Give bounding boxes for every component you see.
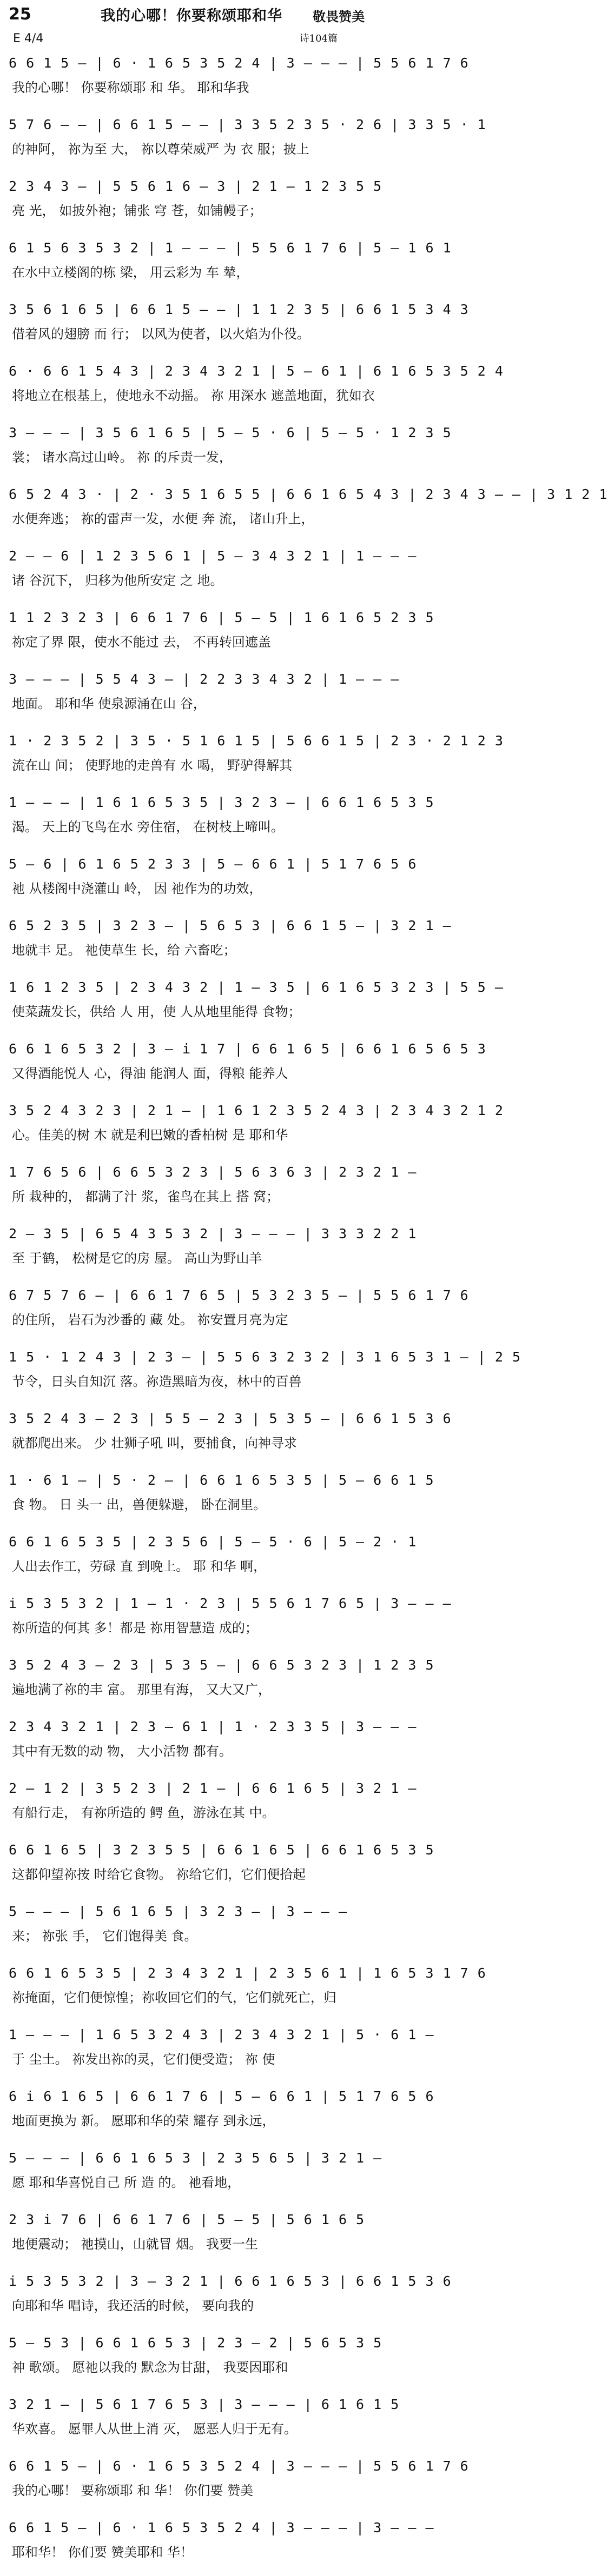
music-system — [9, 2330, 382, 2391]
notation-line: 3 5 6 1 6 5 | 6 6 1 5 – – | 1 1 2 3 5 | 6 6 1 5 3 4 3 — [9, 302, 469, 317]
notation-line: 1 · 6 1 – | 5 · 2 – | 6 6 1 6 5 3 5 | 5 – 6 6 1 5 — [9, 1472, 434, 1488]
lyrics-line: 在水中立楼阁的栋 梁， 用云彩为 车 辇， — [12, 265, 249, 280]
lyrics-line: 来； 祢张 手， 它们饱得美 食。 — [12, 1928, 197, 1944]
lyrics-line: 祂 从楼阁中浇灌山 岭， 因 祂作为的功效， — [12, 881, 262, 896]
notation-line: 2 3 4 3 2 1 | 2 3 – 6 1 | 1 · 2 3 3 5 | 3 – – – — [9, 1719, 417, 1734]
music-system — [9, 235, 452, 296]
notation-line: 5 – 6 | 6 1 6 5 2 3 3 | 5 – 6 6 1 | 5 1 7 6 5 6 — [9, 856, 417, 872]
hymn-category: 敬畏赞美 — [313, 9, 365, 24]
music-system — [9, 604, 434, 666]
notation-line: 6 6 1 6 5 | 3 2 3 5 5 | 6 6 1 6 5 | 6 6 1 6 5 3 5 — [9, 1842, 434, 1858]
lyrics-line: 地面。 耶和华 使泉源涌在山 谷， — [12, 696, 206, 711]
lyrics-line: 将地立在根基上，使地永不动摇。 祢 用深水 遮盖地面，犹如衣 — [12, 388, 375, 403]
music-system — [9, 2453, 469, 2514]
lyrics-line: 就都爬出来。 少 壮狮子吼 叫，要捕食，向神寻求 — [12, 1436, 297, 1451]
music-system — [9, 1898, 370, 1960]
lyrics-line: 渴。 天上的飞鸟在水 旁住宿， 在树枝上啼叫。 — [12, 819, 284, 835]
lyrics-line: 祢掩面，它们便惊惶；祢收回它们的气，它们就死亡，归 — [12, 1990, 336, 2005]
music-system — [9, 173, 382, 235]
music-system — [9, 1036, 486, 1097]
lyrics-line: 我的心哪！ 你要称颂耶 和 华。 耶和华我 — [12, 80, 249, 95]
lyrics-line: 其中有无数的动 物， 大小活物 都有。 — [12, 1744, 232, 1759]
notation-line: 1 · 2 3 5 2 | 3 5 · 5 1 6 1 5 | 5 6 6 1 5 | 2 3 · 2 1 2 3 — [9, 733, 504, 749]
music-system — [9, 1713, 417, 1775]
music-system — [9, 1282, 469, 1344]
lyrics-line: 神 歌颂。 愿祂以我的 默念为甘甜， 我要因耶和 — [12, 2360, 288, 2375]
notation-line: i 5 3 5 3 2 | 1 – 1 · 2 3 | 5 5 6 1 7 6 5 | 3 – – – — [9, 1596, 452, 1611]
notation-line: 2 3 4 3 – | 5 5 6 1 6 – 3 | 2 1 – 1 2 3 5 5 — [9, 178, 382, 194]
music-system — [9, 1097, 504, 1159]
key-signature: E 4/4 — [13, 32, 44, 45]
music-system — [9, 1837, 434, 1898]
music-system — [9, 50, 469, 111]
music-system — [9, 789, 434, 851]
lyrics-line: 人出去作工，劳碌 直 到晚上。 耶 和华 啊， — [12, 1559, 267, 1574]
hymn-number: 25 — [9, 5, 31, 24]
notation-line: 6 6 1 6 5 3 5 | 2 3 5 6 | 5 – 5 · 6 | 5 – 2 · 1 — [9, 1534, 417, 1550]
lyrics-line: 祢定了界 限，使水不能过 去， 不再转回遮盖 — [12, 635, 271, 650]
music-system — [9, 2268, 452, 2330]
notation-line: 6 5 2 4 3 · | 2 · 3 5 1 6 5 5 | 6 6 1 6 5 4 3 | 2 3 4 3 – – | 3 1 2 1 — [9, 486, 608, 502]
notation-line: 6 6 1 6 5 3 5 | 2 3 4 3 2 1 | 2 3 5 6 1 | 1 6 5 3 1 7 6 — [9, 1965, 486, 1981]
music-system — [9, 481, 608, 543]
lyrics-line: 华欢喜。 愿罪人从世上消 灭， 愿恶人归于无有。 — [12, 2421, 297, 2437]
music-system — [9, 1652, 434, 1713]
notation-line: 2 3 i 7 6 | 6 6 1 7 6 | 5 – 5 | 5 6 1 6 5 — [9, 2212, 365, 2227]
notation-line: 1 7 6 5 6 | 6 6 5 3 2 3 | 5 6 3 6 3 | 2 3 2 1 – — [9, 1164, 417, 1180]
lyrics-line: 借着风的翅膀 而 行； 以风为使者，以火焰为仆役。 — [12, 326, 310, 342]
lyrics-line: 祢所造的何其 多！都是 祢用智慧造 成的； — [12, 1620, 258, 1636]
music-system — [9, 543, 417, 604]
lyrics-line: 节令，日头自知沉 落。祢造黑暗为夜，林中的百兽 — [12, 1374, 302, 1389]
music-system — [9, 974, 504, 1036]
lyrics-line: 所 栽种的， 都满了汁 浆，雀鸟在其上 搭 窝； — [12, 1189, 280, 1204]
notation-line: 1 1 2 3 2 3 | 6 6 1 7 6 | 5 – 5 | 1 6 1 6 5 2 3 5 — [9, 610, 434, 625]
music-system — [9, 2391, 400, 2453]
notation-line: 3 5 2 4 3 2 3 | 2 1 – | 1 6 1 2 3 5 2 4 3 | 2 3 4 3 2 1 2 — [9, 1103, 504, 1118]
notation-line: 5 – 5 3 | 6 6 1 6 5 3 | 2 3 – 2 | 5 6 5 3 5 — [9, 2335, 382, 2351]
notation-line: 5 – – – | 5 6 1 6 5 | 3 2 3 – | 3 – – – — [9, 1904, 347, 1919]
lyrics-line: 诸 谷沉下， 归移为他所安定 之 地。 — [12, 573, 223, 588]
lyrics-line: 的住所， 岩石为沙番的 藏 处。 祢安置月亮为定 — [12, 1312, 288, 1327]
notation-line: 3 5 2 4 3 – 2 3 | 5 5 – 2 3 | 5 3 5 – | 6 6 1 5 3 6 — [9, 1411, 452, 1426]
music-system — [9, 2083, 434, 2145]
lyrics-line: 使菜蔬发长，供给 人 用，使 人从地里能得 食物； — [12, 1004, 301, 1019]
lyrics-line: 遍地满了祢的丰 富。 那里有海， 又大又广， — [12, 1682, 271, 1697]
notation-line: 3 – – – | 3 5 6 1 6 5 | 5 – 5 · 6 | 5 – 5 · 1 2 3 5 — [9, 425, 452, 441]
music-systems — [9, 50, 608, 2576]
lyrics-line: 向耶和华 唱诗，我还活的时候， 要向我的 — [12, 2298, 254, 2313]
music-system — [9, 1220, 417, 1282]
notation-line: 2 – – 6 | 1 2 3 5 6 1 | 5 – 3 4 3 2 1 | 1 – – – — [9, 548, 417, 564]
notation-line: 6 1 5 6 3 5 3 2 | 1 – – – | 5 5 6 1 7 6 | 5 – 1 6 1 — [9, 240, 452, 256]
notation-line: 1 – – – | 1 6 1 6 5 3 5 | 3 2 3 – | 6 6 1 6 5 3 5 — [9, 795, 434, 810]
lyrics-line: 至 于鹤， 松树是它的房 屋。 高山为野山羊 — [12, 1251, 262, 1266]
lyrics-line: 我的心哪！ 要称颂耶 和 华！ 你们要 赞美 — [12, 2483, 254, 2498]
music-system — [9, 419, 452, 481]
music-system — [9, 2021, 434, 2083]
lyrics-line: 地便震动； 祂摸山，山就冒 烟。 我要一生 — [12, 2237, 258, 2252]
notation-line: 5 – – – | 6 6 1 6 5 3 | 2 3 5 6 5 | 3 2 1 – — [9, 2150, 382, 2166]
notation-line: i 5 3 5 3 2 | 3 – 3 2 1 | 6 6 1 6 5 3 | 6 6 1 5 3 6 — [9, 2273, 452, 2289]
notation-line: 6 5 2 3 5 | 3 2 3 – | 5 6 5 3 | 6 6 1 5 – | 3 2 1 – — [9, 918, 452, 933]
notation-line: 6 7 5 7 6 – | 6 6 1 7 6 5 | 5 3 2 3 5 – | 5 5 6 1 7 6 — [9, 1287, 469, 1303]
music-system — [9, 912, 452, 974]
lyrics-line: 食 物。 日 头一 出，兽便躲避， 卧在洞里。 — [12, 1497, 267, 1512]
music-system — [9, 1467, 434, 1529]
music-system — [9, 666, 400, 728]
lyrics-line: 水便奔逃； 祢的雷声一发，水便 奔 流， 诸山升上， — [12, 511, 314, 526]
notation-line: 3 2 1 – | 5 6 1 7 6 5 3 | 3 – – – | 6 1 6 1 5 — [9, 2397, 400, 2412]
music-system — [9, 1590, 452, 1652]
notation-line: 6 i 6 1 6 5 | 6 6 1 7 6 | 5 – 6 6 1 | 5 1 7 6 5 6 — [9, 2088, 434, 2104]
music-system — [9, 1775, 417, 1837]
lyrics-line: 流在山 间； 使野地的走兽有 水 喝， 野驴得解其 — [12, 758, 293, 773]
lyrics-line: 这都仰望祢按 时给它食物。 祢给它们，它们便拾起 — [12, 1867, 306, 1882]
notation-line: 1 – – – | 1 6 5 3 2 4 3 | 2 3 4 3 2 1 | 5 · 6 1 – — [9, 2027, 434, 2043]
music-system — [9, 358, 504, 419]
music-system — [9, 2206, 370, 2268]
hymn-header — [9, 5, 370, 30]
notation-line: 3 – – – | 5 5 4 3 – | 2 2 3 3 4 3 2 | 1 – – – — [9, 671, 400, 687]
music-system — [9, 111, 486, 173]
scripture-reference: 诗104篇 — [299, 33, 338, 44]
notation-line: 6 6 1 5 – | 6 · 1 6 5 3 5 2 4 | 3 – – – | 5 5 6 1 7 6 — [9, 55, 469, 71]
notation-line: 3 5 2 4 3 – 2 3 | 5 3 5 – | 6 6 5 3 2 3 | 1 2 3 5 — [9, 1657, 434, 1673]
lyrics-line: 裳； 诸水高过山岭。 祢 的斥责一发， — [12, 450, 232, 465]
hymn-meta — [9, 30, 370, 50]
notation-line: 6 6 1 5 – | 6 · 1 6 5 3 5 2 4 | 3 – – – | 5 5 6 1 7 6 — [9, 2458, 469, 2474]
notation-line: 2 – 1 2 | 3 5 2 3 | 2 1 – | 6 6 1 6 5 | 3 2 1 – — [9, 1780, 417, 1796]
lyrics-line: 又得酒能悦人 心，得油 能润人 面，得粮 能养人 — [12, 1066, 288, 1081]
notation-line: 2 – 3 5 | 6 5 4 3 5 3 2 | 3 – – – | 3 3 3 2 2 1 — [9, 1226, 417, 1242]
music-system — [9, 1960, 486, 2021]
music-system — [9, 2145, 382, 2206]
notation-line: 1 5 · 1 2 4 3 | 2 3 – | 5 5 6 3 2 3 2 | 3 1 6 5 3 1 – | 2 5 — [9, 1349, 521, 1365]
music-system — [9, 1344, 521, 1405]
notation-line: 6 6 1 5 – | 6 · 1 6 5 3 5 2 4 | 3 – – – | 3 – – – — [9, 2520, 434, 2535]
music-system — [9, 728, 504, 789]
lyrics-line: 地就丰 足。 祂使草生 长，给 六畜吃； — [12, 943, 236, 958]
notation-line: 6 6 1 6 5 3 2 | 3 – i 1 7 | 6 6 1 6 5 | 6 6 1 6 5 6 5 3 — [9, 1041, 486, 1057]
hymn-title: 我的心哪！你要称颂耶和华 — [101, 8, 282, 24]
music-system — [9, 851, 417, 912]
notation-line: 1 6 1 2 3 5 | 2 3 4 3 2 | 1 – 3 5 | 6 1 6 5 3 2 3 | 5 5 – — [9, 979, 504, 995]
lyrics-line: 有船行走， 有祢所造的 鳄 鱼，游泳在其 中。 — [12, 1805, 275, 1820]
lyrics-line: 于 尘土。 祢发出祢的灵，它们便受造； 祢 使 — [12, 2052, 275, 2067]
lyrics-line: 心。佳美的树 木 就是利巴嫩的香柏树 是 耶和华 — [12, 1127, 288, 1143]
music-system — [9, 2514, 434, 2576]
music-system — [9, 1529, 417, 1590]
notation-line: 6 · 6 6 1 5 4 3 | 2 3 4 3 2 1 | 5 – 6 1 | 6 1 6 5 3 5 2 4 — [9, 363, 504, 379]
lyrics-line: 耶和华！ 你们要 赞美耶和 华！ — [12, 2545, 193, 2560]
music-system — [9, 1405, 452, 1467]
lyrics-line: 亮 光， 如披外袍；铺张 穹 苍，如铺幔子； — [12, 203, 262, 218]
lyrics-line: 愿 耶和华喜悦自己 所 造 的。 祂看地， — [12, 2175, 241, 2190]
lyrics-line: 的神阿， 祢为至 大， 祢以尊荣威严 为 衣 服；披上 — [12, 142, 309, 157]
lyrics-line: 地面更换为 新。 愿耶和华的荣 耀存 到永远， — [12, 2113, 275, 2128]
music-system — [9, 296, 469, 358]
music-system — [9, 1159, 417, 1220]
notation-line: 5 7 6 – – | 6 6 1 5 – – | 3 3 5 2 3 5 · 2 6 | 3 3 5 · 1 — [9, 117, 486, 132]
